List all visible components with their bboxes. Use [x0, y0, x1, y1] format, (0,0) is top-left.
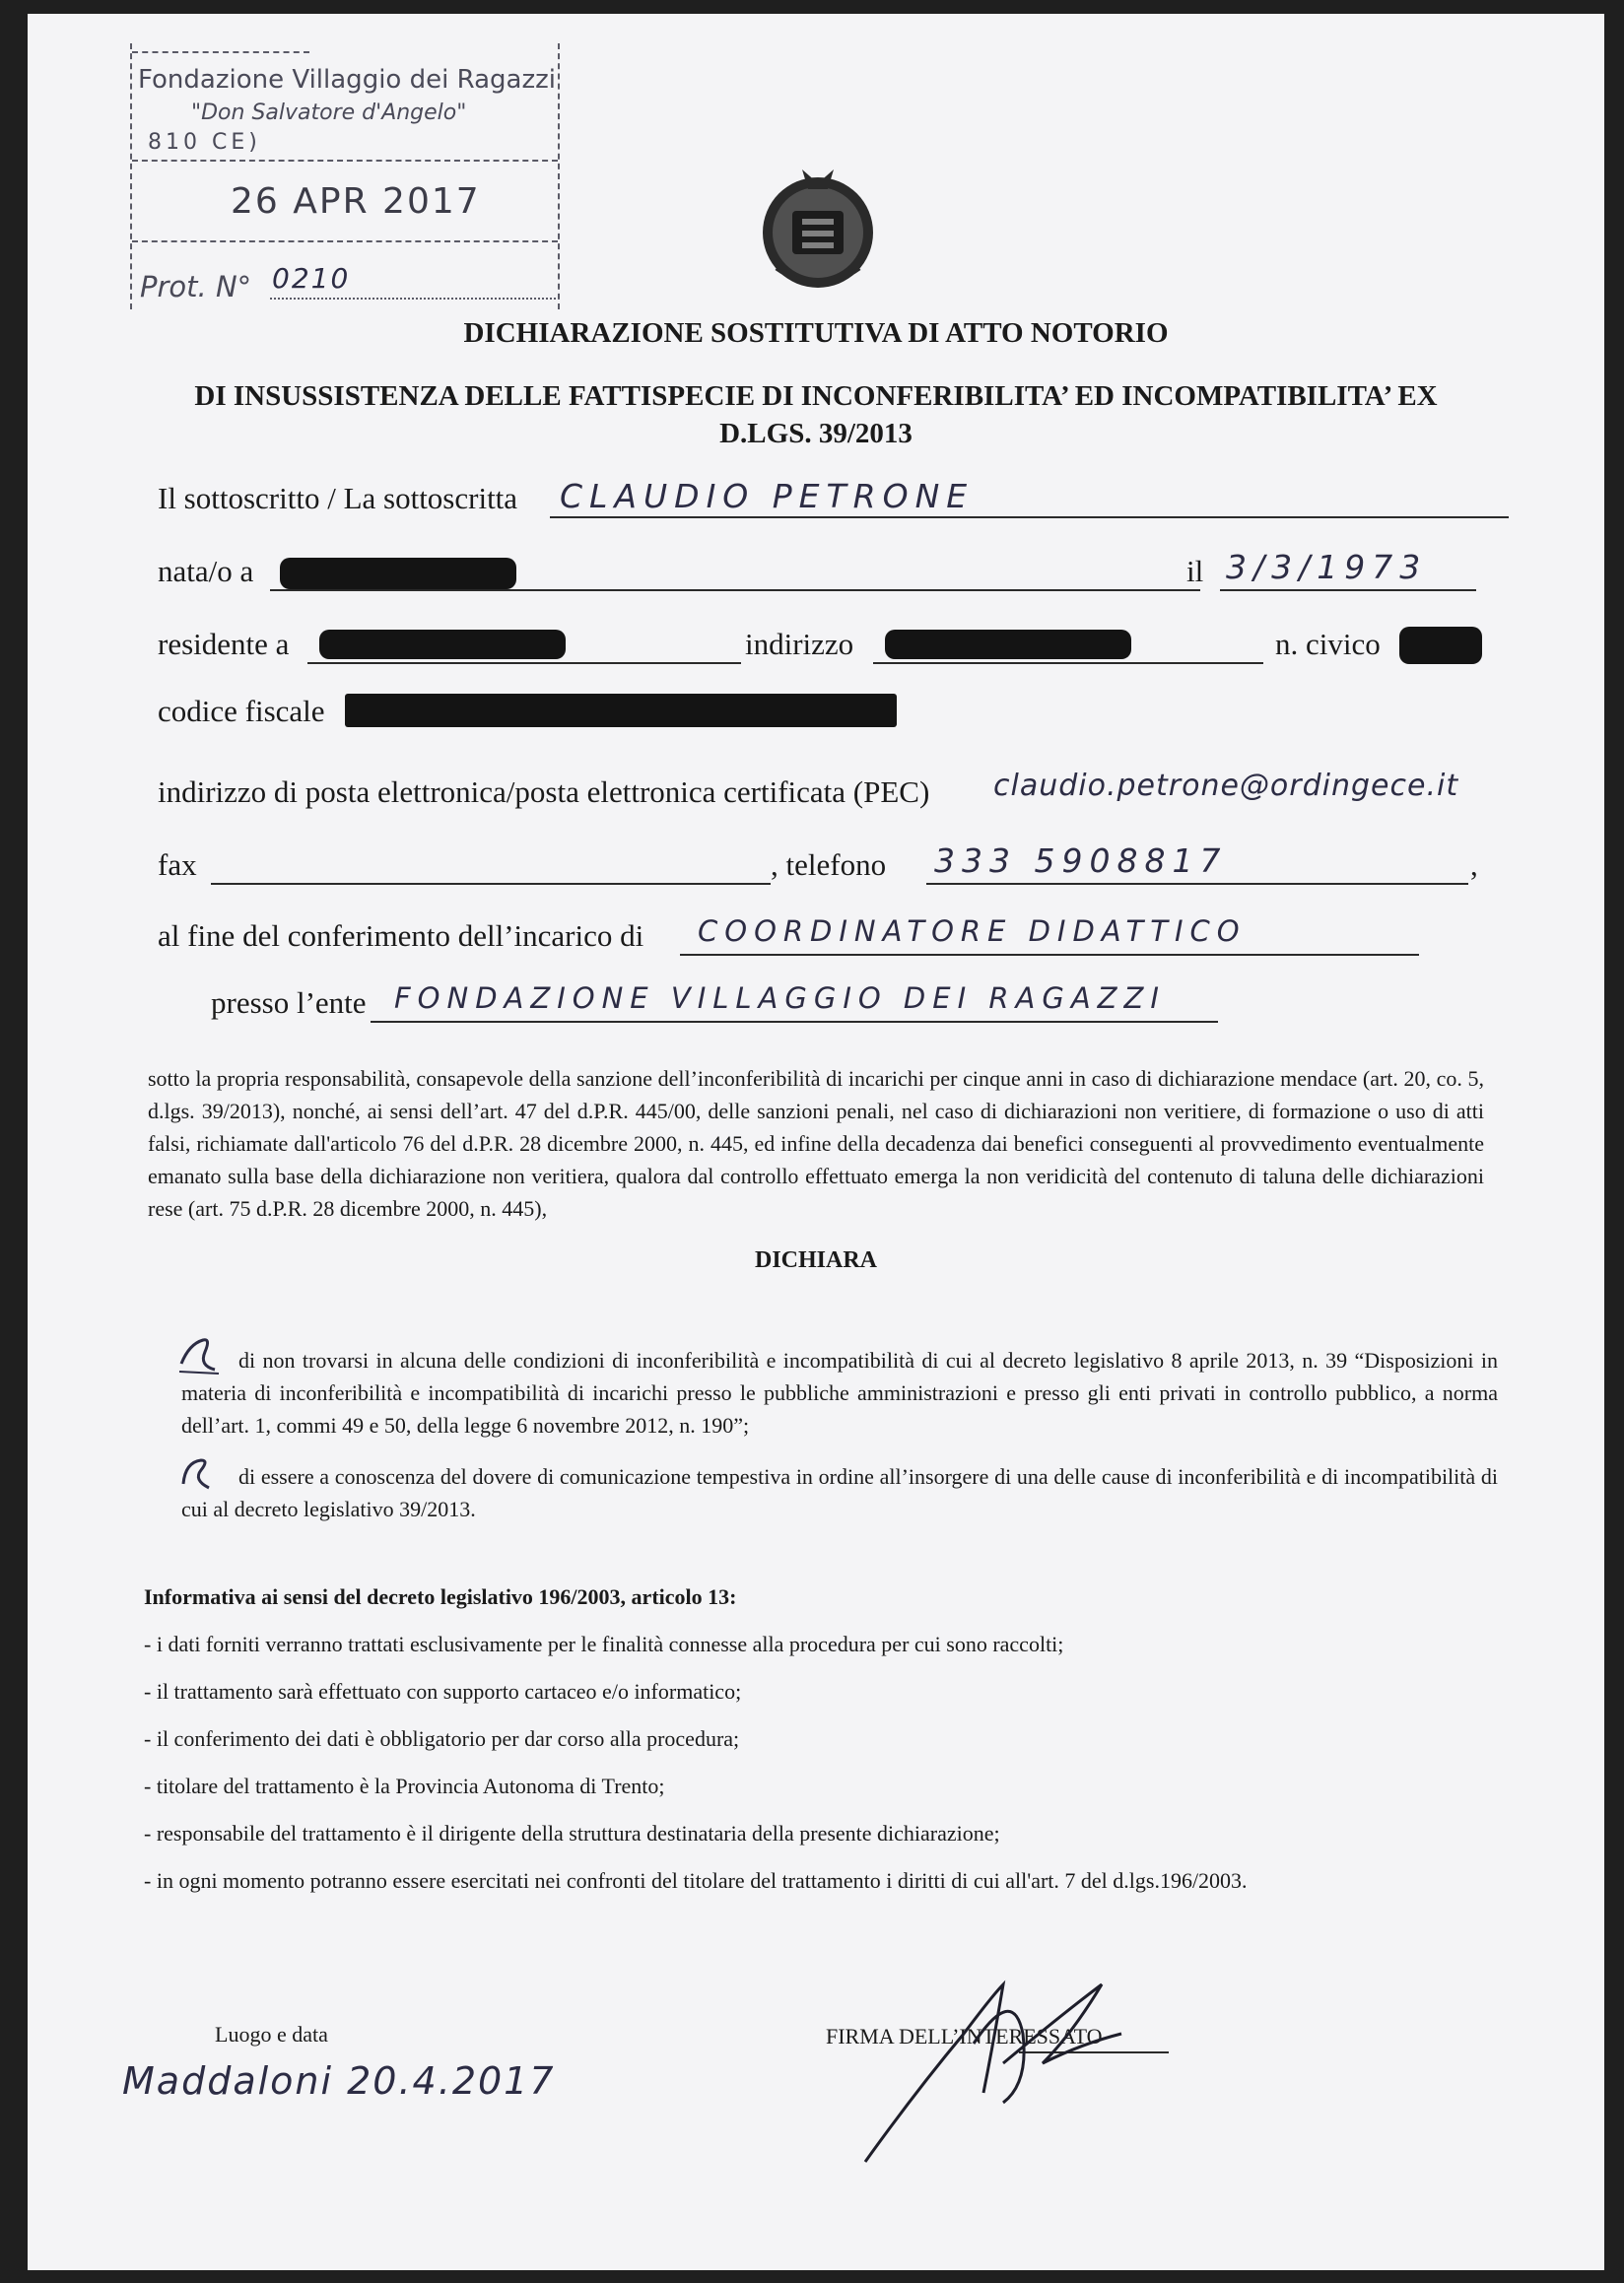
telefono-value: 333 5908817 — [934, 841, 1228, 880]
luogo-data-label: Luogo e data — [215, 2022, 328, 2047]
residente-redaction — [319, 630, 566, 659]
seal-emblem-icon — [753, 160, 883, 298]
informativa-item: - titolare del trattamento è la Provincia Autonoma di Trento; — [144, 1774, 665, 1798]
telefono-line — [926, 883, 1468, 885]
stamp-divider — [132, 160, 558, 162]
responsibility-paragraph: sotto la propria responsabilità, consapevole della sanzione dell’inconferibilità di incarichi per cinque anni in caso di dichiarazione mendace (art. 20, co. 5, d.lgs. 39/2013), nonché, ai sensi dell’art. 47 del d.P.R. 445/00, delle sanzioni penali, nel caso di dichiarazioni non veritiere, di formazione o uso di atti falsi, richiamate dall'articolo 76 del d.P.R. 28 dicembre 2000, n. 445, ed infine della decadenza dai benefici conseguenti al provvedimento eventualmente emanato sulla base della dichiarazione non veritiera, qualora dal controllo effettuato emerga la non veridicità del contenuto di taluna delle dichiarazioni rese (art. 75 d.P.R. 28 dicembre 2000, n. 445), — [148, 1066, 1484, 1221]
nato-redaction — [280, 558, 516, 589]
document-subtitle: DI INSUSSISTENZA DELLE FATTISPECIE DI INCONFERIBILITA’ ED INCOMPATIBILITA’ EX — [194, 380, 1438, 412]
declaration-item-1: di non trovarsi in alcuna delle condizioni di inconferibilità e incompatibilità di cui al decreto legislativo 8 aprile 2013, n. 39 “Disposizioni in materia di inconferibilità e incompatibilità di incarichi presso le pubbliche amministrazioni e presso gli enti privati in controllo pubblico, a norma dell’art. 1, commi 49 e 50, della legge 6 novembre 2012, n. 190”; — [181, 1348, 1498, 1438]
fax-line — [211, 883, 771, 885]
document-sheet — [28, 14, 1604, 2270]
il-line — [1220, 589, 1476, 591]
protocol-stamp — [130, 43, 560, 309]
luogo-data-value: Maddaloni 20.4.2017 — [122, 2059, 556, 2103]
stamp-prot-line — [270, 298, 556, 300]
dichiara-heading: DICHIARA — [754, 1247, 877, 1273]
ente-value: FONDAZIONE VILLAGGIO DEI RAGAZZI — [394, 981, 1166, 1015]
stamp-divider — [132, 240, 558, 242]
ente-line — [371, 1021, 1218, 1023]
stamp-org-line: Fondazione Villaggio dei Ragazzi — [138, 65, 556, 95]
civico-label: n. civico — [1275, 627, 1381, 661]
informativa-item: - il conferimento dei dati è obbligatorio per dar corso alla procedura; — [144, 1726, 740, 1751]
stamp-address-line: 810 CE) — [148, 130, 261, 155]
fax-label: fax — [158, 847, 197, 882]
declaration-item-2: di essere a conoscenza del dovere di comunicazione tempestiva in ordine all’insorgere di una delle cause di inconferibilità e di incompatibilità di cui al decreto legislativo 39/2013. — [181, 1464, 1498, 1521]
civico-redaction — [1399, 627, 1482, 664]
document-title: DICHIARAZIONE SOSTITUTIVA DI ATTO NOTORIO — [463, 317, 1169, 349]
stamp-date: 26 APR 2017 — [231, 181, 481, 222]
informativa-item: - responsabile del trattamento è il dirigente della struttura destinataria della presente dichiarazione; — [144, 1821, 1000, 1846]
indirizzo-label: indirizzo — [745, 627, 854, 661]
sottoscritto-value: CLAUDIO PETRONE — [560, 477, 975, 515]
pec-label: indirizzo di posta elettronica/posta elettronica certificata (PEC) — [158, 774, 930, 809]
il-label: il — [1186, 554, 1204, 588]
nato-label: nata/o a — [158, 554, 254, 588]
incarico-label: al fine del conferimento dell’incarico di — [158, 918, 644, 953]
firma-label: FIRMA DELL’INTERESSATO — [826, 2024, 1103, 2048]
stamp-prot-number: 0210 — [272, 262, 351, 295]
signature-graphic — [855, 1965, 1151, 2172]
stamp-org-subline: "Don Salvatore d'Angelo" — [191, 101, 467, 125]
stamp-prot-label: Prot. N° — [140, 270, 252, 303]
indirizzo-line — [873, 662, 1263, 664]
pec-value: claudio.petrone@ordingece.it — [993, 769, 1459, 803]
sottoscritto-label: Il sottoscritto / La sottoscritta — [158, 481, 518, 515]
informativa-item: - i dati forniti verranno trattati esclusivamente per le finalità connesse alla procedura per cui sono raccolti; — [144, 1632, 1064, 1656]
informativa-title: Informativa ai sensi del decreto legislativo 196/2003, articolo 13: — [144, 1584, 737, 1609]
telefono-comma: , — [1470, 847, 1478, 882]
informativa-item: - il trattamento sarà effettuato con supporto cartaceo e/o informatico; — [144, 1679, 742, 1704]
incarico-value: COORDINATORE DIDATTICO — [698, 914, 1247, 948]
residente-label: residente a — [158, 627, 290, 661]
stamp-border-top — [132, 51, 309, 53]
codice-fiscale-redaction — [345, 694, 897, 727]
sottoscritto-line — [550, 516, 1509, 518]
nato-line — [270, 589, 1200, 591]
telefono-label: , telefono — [771, 847, 887, 882]
incarico-line — [680, 954, 1419, 956]
il-value: 3/3/1973 — [1226, 548, 1428, 586]
ente-label: presso l’ente — [211, 985, 367, 1020]
codice-fiscale-label: codice fiscale — [158, 694, 325, 728]
indirizzo-redaction — [885, 630, 1131, 659]
informativa-item: - in ogni momento potranno essere esercitati nei confronti del titolare del trattamento i diritti di cui all'art. 7 del d.lgs.196/2003. — [144, 1868, 1248, 1893]
residente-line — [307, 662, 741, 664]
document-subtitle-law: D.LGS. 39/2013 — [719, 418, 913, 449]
